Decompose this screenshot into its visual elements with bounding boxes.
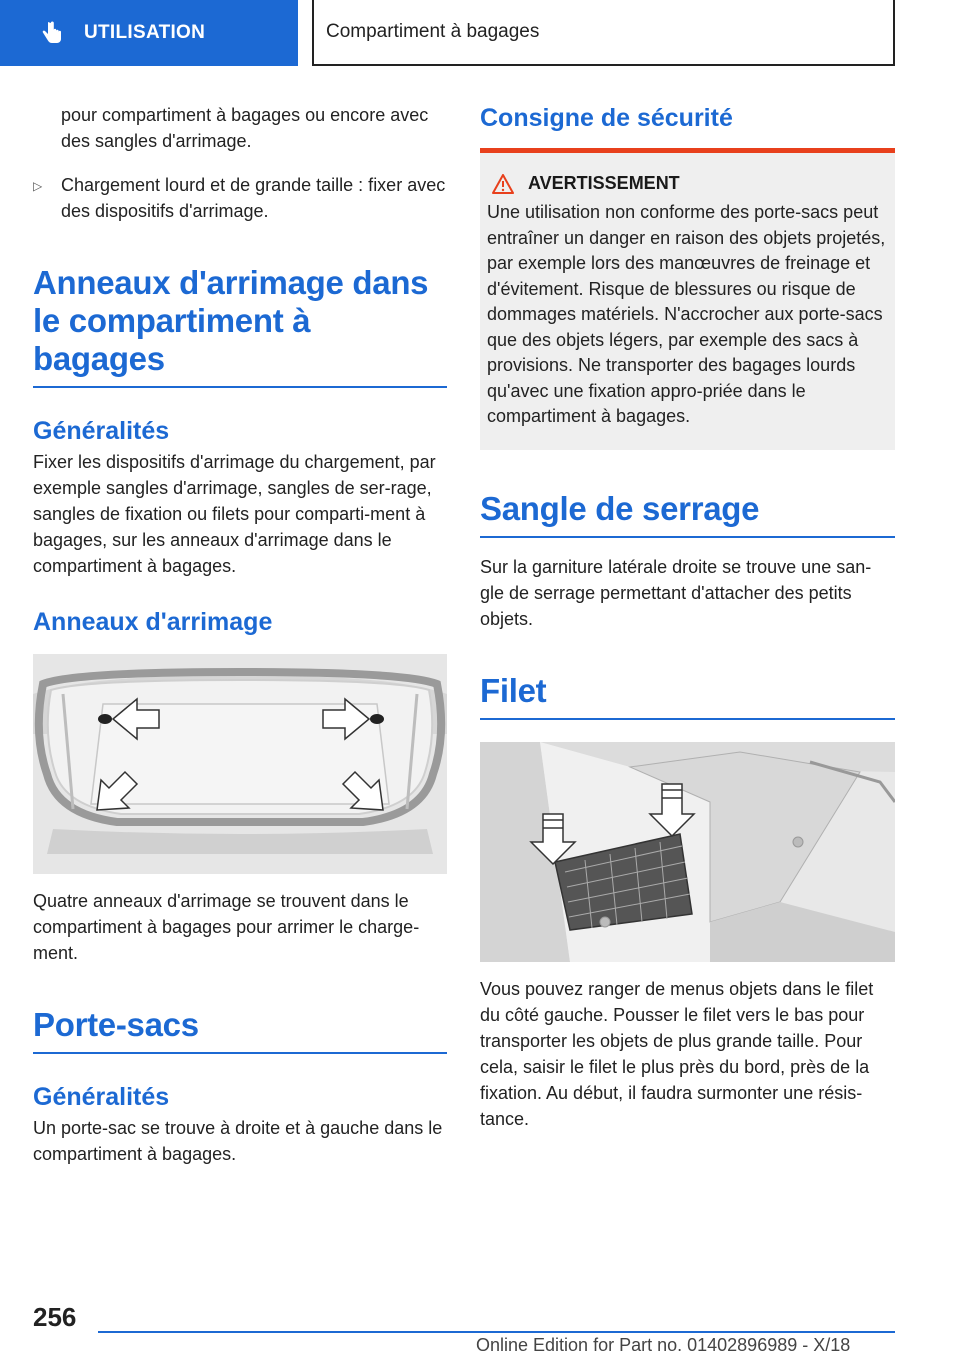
- heading-sangle-serrage: Sangle de serrage: [480, 490, 895, 538]
- paragraph-filet: Vous pouvez ranger de menus objets dans le filet du côté gauche. Pousser le filet vers le bas pour transporter les objets de plus grande taille. Pour cela, saisir le filet le plus près du bord, près de la fixation. Au début, il faudra surmonter une résis-tance.: [480, 978, 874, 1129]
- breadcrumb-text: Compartiment à bagages: [326, 21, 540, 42]
- right-column: [480, 102, 895, 1132]
- heading-consigne-securite: Consigne de sécurité: [480, 104, 733, 132]
- section-tab[interactable]: [0, 0, 298, 66]
- heading-anneaux: Anneaux d'arrimage: [33, 608, 273, 636]
- footer-edition: Online Edition for Part no. 01402896989 - X/18: [476, 1335, 851, 1355]
- heading-filet: Filet: [480, 672, 895, 720]
- trunk-tiedown-image: [33, 654, 447, 874]
- warning-box: [480, 148, 895, 450]
- paragraph-generalites-2: Un porte-sac se trouve à droite et à gauche dans le compartiment à bagages.: [33, 1118, 443, 1164]
- warning-title-text: AVERTISSEMENT: [528, 173, 680, 193]
- hand-pointer-icon: [38, 19, 66, 47]
- left-column: [33, 102, 447, 1167]
- warning-triangle-icon: [492, 174, 514, 194]
- paragraph-generalites: Fixer les dispositifs d'arrimage du chargement, par exemple sangles d'arrimage, sangles de ser-rage, sangles de fixation ou filets pour comparti-ment à bagages, sur les anneaux d'arrimage dans le compartiment à bagages.: [33, 452, 436, 576]
- heading-porte-sacs: Porte-sacs: [33, 1006, 447, 1054]
- page-number: 256: [33, 1302, 77, 1332]
- heading-generalites-2: Généralités: [33, 1083, 170, 1111]
- heading-anneaux-arrimage: Anneaux d'arrimage dans le compartiment à bagages: [33, 264, 447, 388]
- warning-text: Une utilisation non conforme des porte-sacs peut entraîner un danger en raison des objets projetés, par exemple lors des manœuvres de freinage et d'évitement. Risque de blessures ou risque de dommages matériels. N'accrocher aux porte-sacs que des objets légers, par exemple des sacs à provisions. Ne transporter des bagages lourds qu'avec une fixation appro-priée dans le compartiment à bagages.: [487, 202, 886, 426]
- warning-title: [492, 173, 887, 194]
- paragraph-anneaux: Quatre anneaux d'arrimage se trouvent dans le compartiment à bagages pour arrimer le charge-ment.: [33, 891, 420, 963]
- trunk-net-image: [480, 742, 895, 962]
- heading-generalites: Généralités: [33, 417, 170, 445]
- list-item-text: Chargement lourd et de grande taille : fixer avec des dispositifs d'arrimage.: [61, 175, 446, 221]
- paragraph-sangle: Sur la garniture latérale droite se trouve une san-gle de serrage permettant d'attacher des petits objets.: [480, 556, 872, 629]
- footer-divider: [98, 1331, 895, 1333]
- bullet-marker-icon: ▷: [33, 179, 43, 193]
- bullet-continuation: pour compartiment à bagages ou encore avec des sangles d'arrimage.: [61, 105, 429, 151]
- list-item: [33, 172, 447, 224]
- breadcrumb: [312, 0, 895, 66]
- section-label: UTILISATION: [84, 22, 206, 43]
